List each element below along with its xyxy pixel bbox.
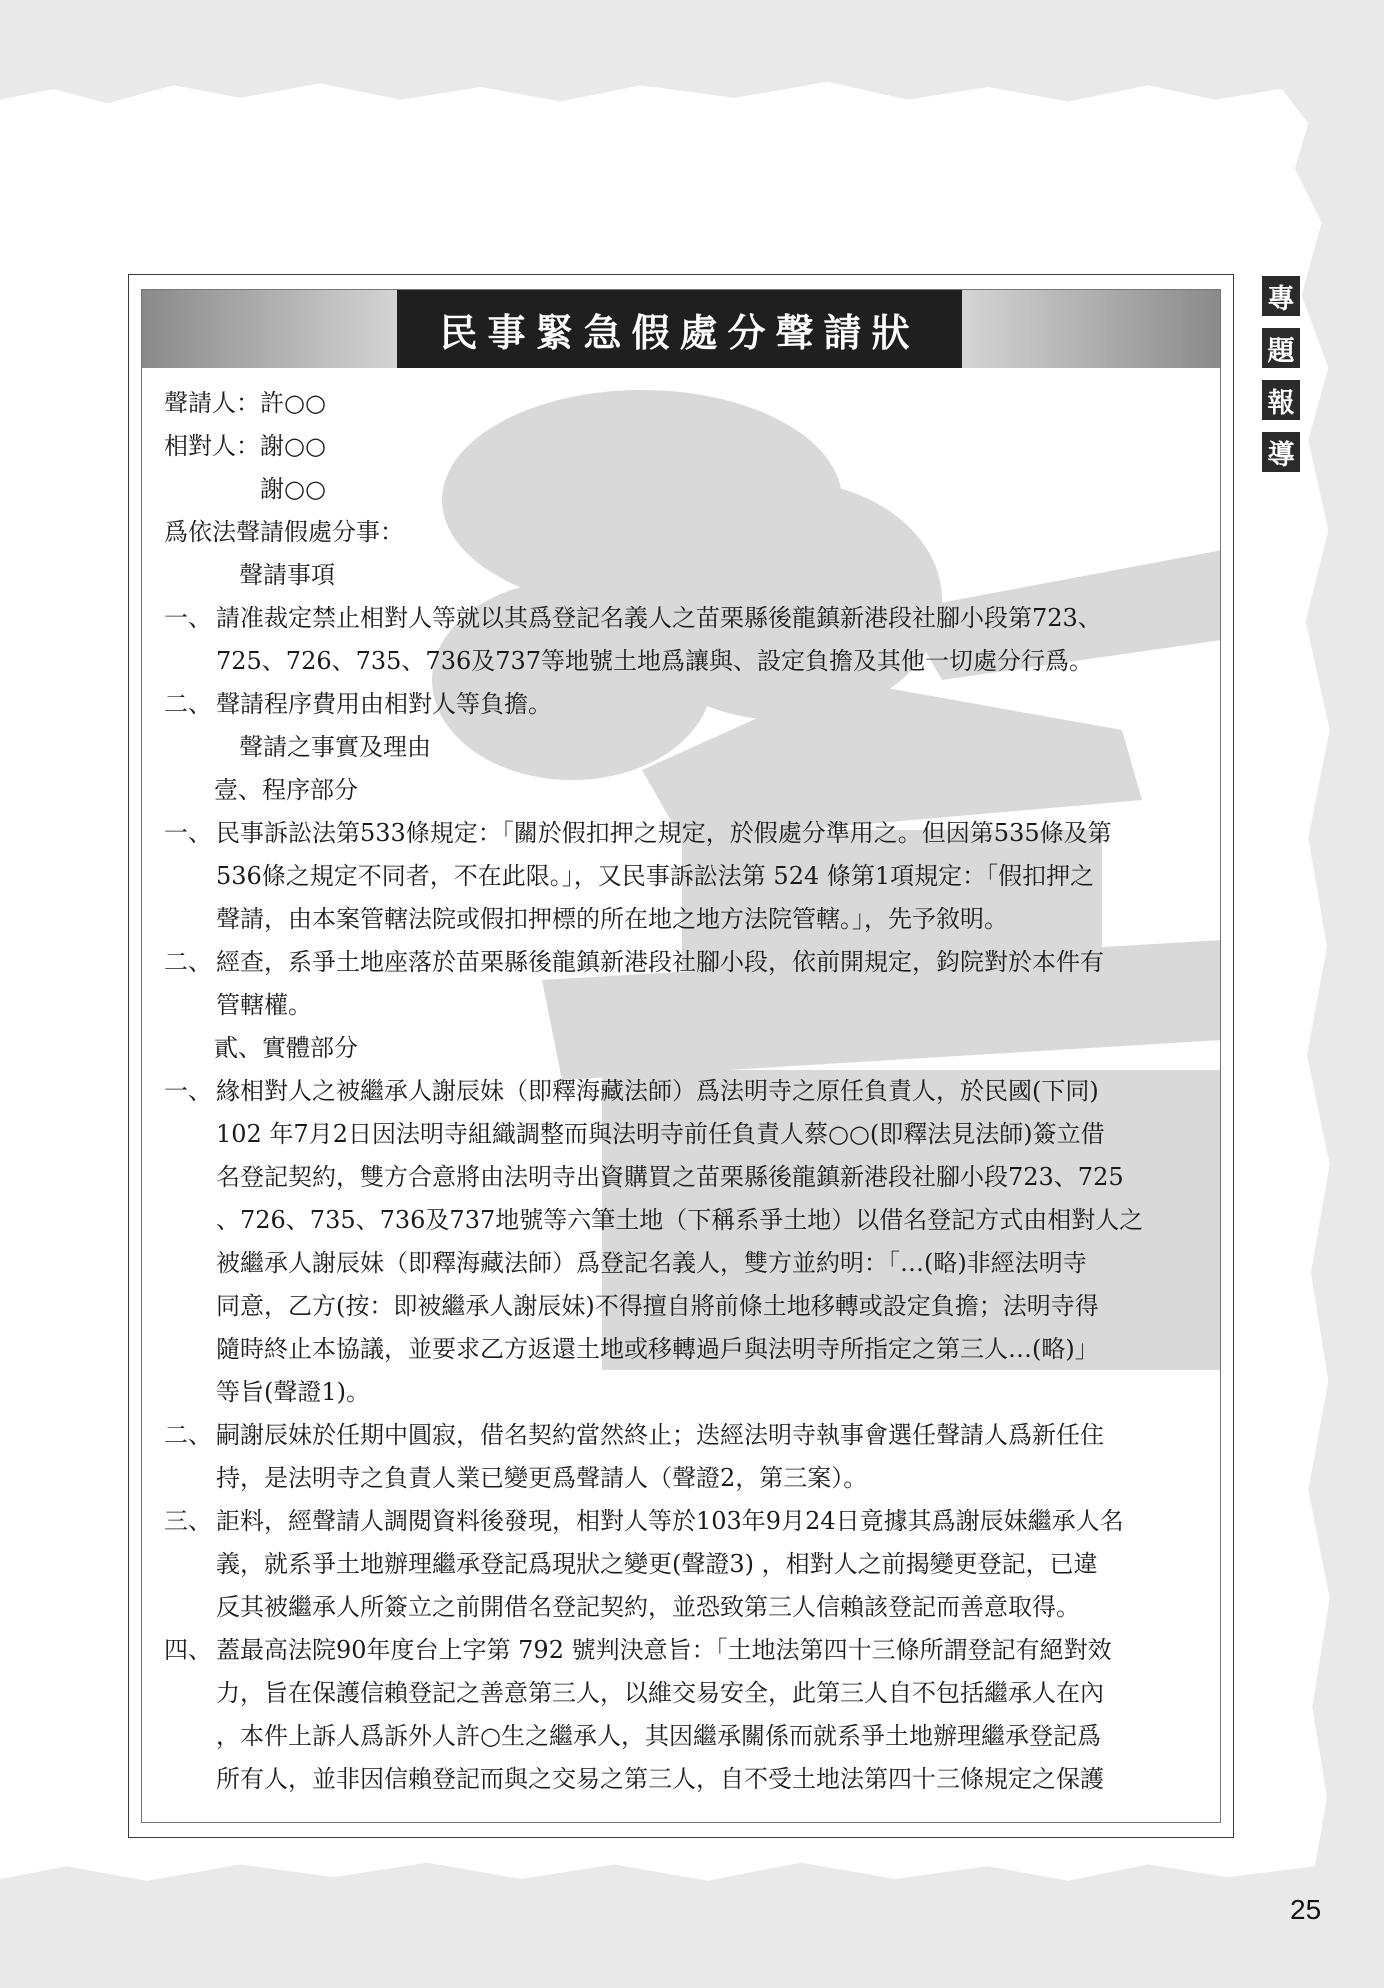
item-number: 三、 (164, 1507, 212, 1535)
list-item (164, 1629, 1204, 1801)
item-line: 持，是法明寺之負責人業已變更爲聲請人（聲證2，第三案）。 (216, 1464, 868, 1492)
party-line: 爲依法聲請假處分事： (164, 518, 404, 546)
item-line: 蓋最高法院90年度台上字第 792 號判決意旨：「土地法第四十三條所謂登記有絕對效 (216, 1636, 1112, 1664)
list-item (164, 941, 1204, 1027)
item-line: 等旨(聲證1)。 (216, 1378, 370, 1406)
section-tab-char: 專 (1262, 276, 1300, 316)
item-line: ，本件上訴人爲訴外人許○生之繼承人，其因繼承關係而就系爭土地辦理繼承登記爲 (216, 1722, 1101, 1750)
item-number: 一、 (164, 1077, 212, 1105)
item-line: 管轄權。 (216, 991, 312, 1019)
item-line: 被繼承人謝辰妹（即釋海藏法師）爲登記名義人，雙方並約明：「…(略)非經法明寺 (216, 1249, 1087, 1277)
section-tab-char: 報 (1262, 380, 1300, 420)
item-line: 所有人，並非因信賴登記而與之交易之第三人，自不受土地法第四十三條規定之保護 (216, 1765, 1104, 1793)
list-item (164, 1500, 1204, 1629)
item-line: 725、726、735、736及737等地號土地爲讓與、設定負擔及其他一切處分行爲。 (216, 647, 1094, 675)
section-tab-char: 題 (1262, 328, 1300, 368)
item-number: 一、 (164, 819, 212, 847)
part-heading: 壹、程序部分 (214, 776, 358, 804)
item-line: 請准裁定禁止相對人等就以其爲登記名義人之苗栗縣後龍鎮新港段社腳小段第723、 (216, 604, 1102, 632)
item-line: 力，旨在保護信賴登記之善意第三人，以維交易安全，此第三人自不包括繼承人在內 (216, 1679, 1104, 1707)
section-heading: 聲請之事實及理由 (239, 733, 431, 761)
list-item (164, 1414, 1204, 1500)
list-item (164, 1070, 1204, 1414)
party-line: 謝○○ (164, 475, 326, 503)
item-line: 義，就系爭土地辦理繼承登記爲現狀之變更(聲證3) ，相對人之前揭變更登記，已違 (216, 1550, 1098, 1578)
item-number: 二、 (164, 1421, 212, 1449)
item-line: 聲請程序費用由相對人等負擔。 (216, 690, 552, 718)
item-line: 民事訴訟法第533條規定：「關於假扣押之規定，於假處分準用之。但因第535條及第 (216, 819, 1112, 847)
document-title: 民事緊急假處分聲請狀 (397, 290, 962, 368)
item-number: 一、 (164, 604, 212, 632)
item-line: 隨時終止本協議，並要求乙方返還土地或移轉過戶與法明寺所指定之第三人…(略)」 (216, 1335, 1099, 1363)
section-heading: 聲請事項 (239, 561, 335, 589)
party-line: 相對人：謝○○ (164, 432, 326, 460)
list-item (164, 597, 1204, 683)
item-line: 緣相對人之被繼承人謝辰妹（即釋海藏法師）爲法明寺之原任負責人，於民國(下同) (216, 1077, 1099, 1105)
item-line: 536條之規定不同者，不在此限。」，又民事訴訟法第 524 條第1項規定：「假扣押之 (216, 862, 1095, 890)
item-number: 二、 (164, 948, 212, 976)
item-line: 同意，乙方(按：即被繼承人謝辰妹)不得擅自將前條土地移轉或設定負擔；法明寺得 (216, 1292, 1099, 1320)
item-line: 102 年7月2日因法明寺組織調整而與法明寺前任負責人蔡○○(即釋法見法師)簽立借 (216, 1120, 1105, 1148)
item-line: 嗣謝辰妹於任期中圓寂，借名契約當然終止；迭經法明寺執事會選任聲請人爲新任住 (216, 1421, 1104, 1449)
document-frame (141, 289, 1221, 1823)
item-line: 反其被繼承人所簽立之前開借名登記契約，並恐致第三人信賴該登記而善意取得。 (216, 1593, 1080, 1621)
title-band (142, 290, 1220, 368)
item-number: 二、 (164, 690, 212, 718)
list-item (164, 812, 1204, 941)
party-line: 聲請人：許○○ (164, 389, 326, 417)
item-line: 、726、735、736及737地號等六筆土地（下稱系爭土地）以借名登記方式由相對人之 (216, 1206, 1144, 1234)
part-heading: 貳、實體部分 (214, 1034, 358, 1062)
section-tab-vertical (1262, 276, 1302, 484)
list-item (164, 683, 1204, 726)
item-line: 詎料，經聲請人調閱資料後發現，相對人等於103年9月24日竟據其爲謝辰妹繼承人名 (216, 1507, 1124, 1535)
section-tab-char: 導 (1262, 432, 1300, 472)
item-line: 聲請，由本案管轄法院或假扣押標的所在地之地方法院管轄。」，先予敘明。 (216, 905, 1008, 933)
page-number: 25 (1290, 1894, 1322, 1925)
item-line: 名登記契約，雙方合意將由法明寺出資購買之苗栗縣後龍鎮新港段社腳小段723、725 (216, 1163, 1124, 1191)
item-line: 經查，系爭土地座落於苗栗縣後龍鎮新港段社腳小段，依前開規定，鈞院對於本件有 (216, 948, 1104, 976)
document-body (164, 382, 1204, 1801)
item-number: 四、 (164, 1636, 212, 1664)
